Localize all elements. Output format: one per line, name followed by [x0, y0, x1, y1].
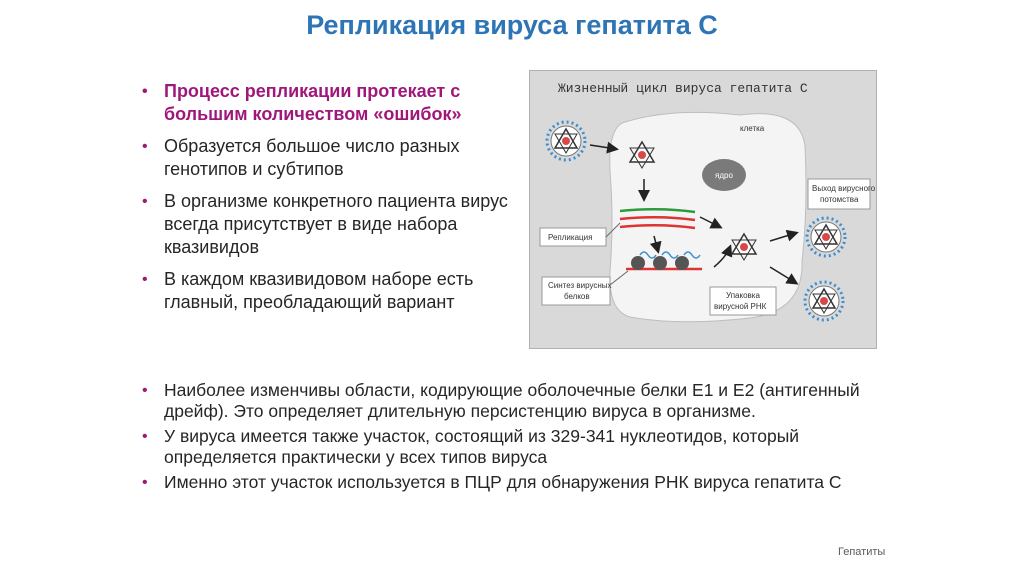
bullet-icon: • [142, 271, 148, 288]
synthesis-label-line: Синтез вирусных [548, 281, 612, 290]
synthesis-label-line: белков [564, 292, 590, 301]
diagram-title: Жизненный цикл вируса гепатита С [558, 81, 808, 96]
cell-label: клетка [740, 124, 765, 133]
bullet-item [138, 135, 528, 181]
virus-released-icon [807, 218, 845, 256]
exit-label-line: Выход вирусного [812, 184, 876, 193]
bullet-item [138, 80, 528, 126]
bullet-text: У вируса имеется также участок, состоящий из 329-341 нуклеотидов, который определяется практически у всех типов вируса [164, 426, 800, 467]
packaging-label-line: вирусной РНК [714, 302, 767, 311]
bullet-text: В каждом квазивидовом наборе есть главный, преобладающий вариант [164, 269, 474, 312]
bullet-text: В организме конкретного пациента вирус всегда присутствует в виде набора квазивидов [164, 191, 508, 257]
bullet-item [138, 268, 528, 314]
bullet-item [138, 472, 898, 493]
bullet-text: Образуется большое число разных генотипов и субтипов [164, 136, 460, 179]
bullet-text: Именно этот участок используется в ПЦР для обнаружения РНК вируса гепатита С [164, 472, 842, 492]
bullet-icon: • [142, 83, 148, 100]
life-cycle-diagram [529, 70, 877, 349]
top-bullet-list [138, 80, 528, 323]
bullet-item [138, 190, 528, 259]
ribosome-icon [675, 256, 689, 270]
bullet-icon: • [142, 138, 148, 155]
bullet-item [138, 426, 898, 468]
virus-incoming-icon [547, 122, 585, 160]
replication-label: Репликация [548, 233, 593, 242]
bullet-icon: • [142, 382, 148, 399]
bottom-bullet-list [138, 380, 898, 497]
packaging-label-line: Упаковка [726, 291, 760, 300]
bullet-text: Наиболее изменчивы области, кодирующие оболочечные белки Е1 и Е2 (антигенный дрейф). Это определяет длительную персистенцию вируса в организме. [164, 380, 860, 421]
exit-label-line: потомства [820, 195, 859, 204]
page-title: Репликация вируса гепатита С [306, 10, 718, 40]
ribosome-icon [653, 256, 667, 270]
footer-label: Гепатиты [838, 546, 886, 558]
bullet-icon: • [142, 474, 148, 491]
bullet-item [138, 380, 898, 422]
virus-released-icon [805, 282, 843, 320]
bullet-text: Процесс репликации протекает с большим количеством «ошибок» [164, 81, 462, 124]
bullet-icon: • [142, 193, 148, 210]
ribosome-icon [631, 256, 645, 270]
nucleus-label: ядро [715, 171, 733, 180]
bullet-icon: • [142, 428, 148, 445]
